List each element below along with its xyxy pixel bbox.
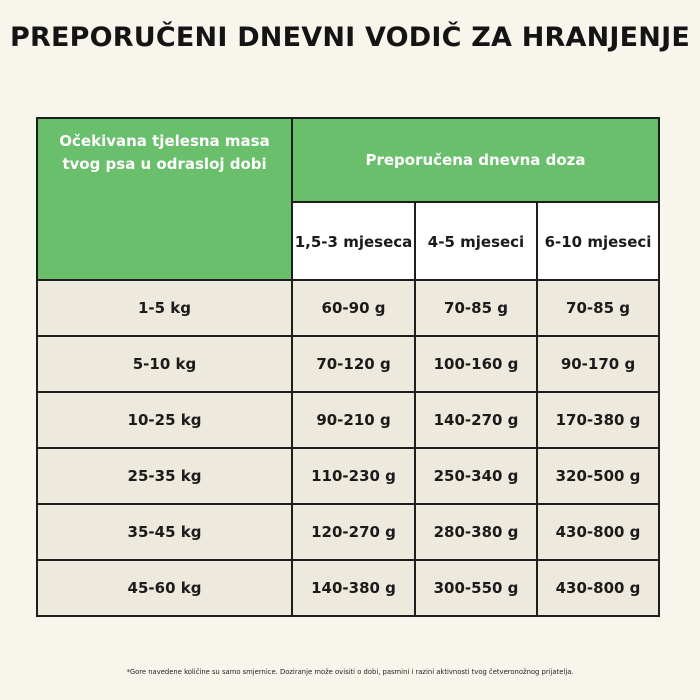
dose-cell: 120-270 g: [292, 504, 415, 560]
dose-cell: 300-550 g: [415, 560, 537, 616]
table-row: [37, 504, 659, 560]
footnote: *Gore navedene količine su samo smjernice. Doziranje može ovisiti o dobi, pasmini i razini aktivnosti tvog četveronožnog prijatelja.: [126, 668, 574, 676]
header-mass-label: Očekivana tjelesna masa tvog psa u odrasloj dobi: [59, 131, 270, 173]
dose-cell: 250-340 g: [415, 448, 537, 504]
dose-cell: 90-210 g: [292, 392, 415, 448]
mass-cell: 10-25 kg: [37, 392, 292, 448]
mass-cell: 5-10 kg: [37, 336, 292, 392]
dose-cell: 140-380 g: [292, 560, 415, 616]
header-mass: [37, 118, 292, 280]
feeding-table: [36, 117, 660, 617]
table-row: [37, 336, 659, 392]
table-row: [37, 448, 659, 504]
dose-cell: 430-800 g: [537, 504, 659, 560]
table-row: [37, 560, 659, 616]
page-title: PREPORUČENI DNEVNI VODIČ ZA HRANJENJE: [10, 22, 690, 53]
dose-cell: 100-160 g: [415, 336, 537, 392]
period-header: 4-5 mjeseci: [415, 202, 537, 280]
dose-cell: 70-85 g: [537, 280, 659, 336]
table-row: [37, 392, 659, 448]
header-dose: Preporučena dnevna doza: [292, 118, 659, 202]
dose-cell: 70-85 g: [415, 280, 537, 336]
period-header: 1,5-3 mjeseca: [292, 202, 415, 280]
dose-cell: 60-90 g: [292, 280, 415, 336]
mass-cell: 35-45 kg: [37, 504, 292, 560]
period-header: 6-10 mjeseci: [537, 202, 659, 280]
dose-cell: 110-230 g: [292, 448, 415, 504]
mass-cell: 1-5 kg: [37, 280, 292, 336]
header-row: [37, 118, 659, 202]
mass-cell: 45-60 kg: [37, 560, 292, 616]
table-row: [37, 280, 659, 336]
mass-cell: 25-35 kg: [37, 448, 292, 504]
dose-cell: 170-380 g: [537, 392, 659, 448]
dose-cell: 70-120 g: [292, 336, 415, 392]
dose-cell: 90-170 g: [537, 336, 659, 392]
dose-cell: 140-270 g: [415, 392, 537, 448]
dose-cell: 280-380 g: [415, 504, 537, 560]
dose-cell: 320-500 g: [537, 448, 659, 504]
dose-cell: 430-800 g: [537, 560, 659, 616]
